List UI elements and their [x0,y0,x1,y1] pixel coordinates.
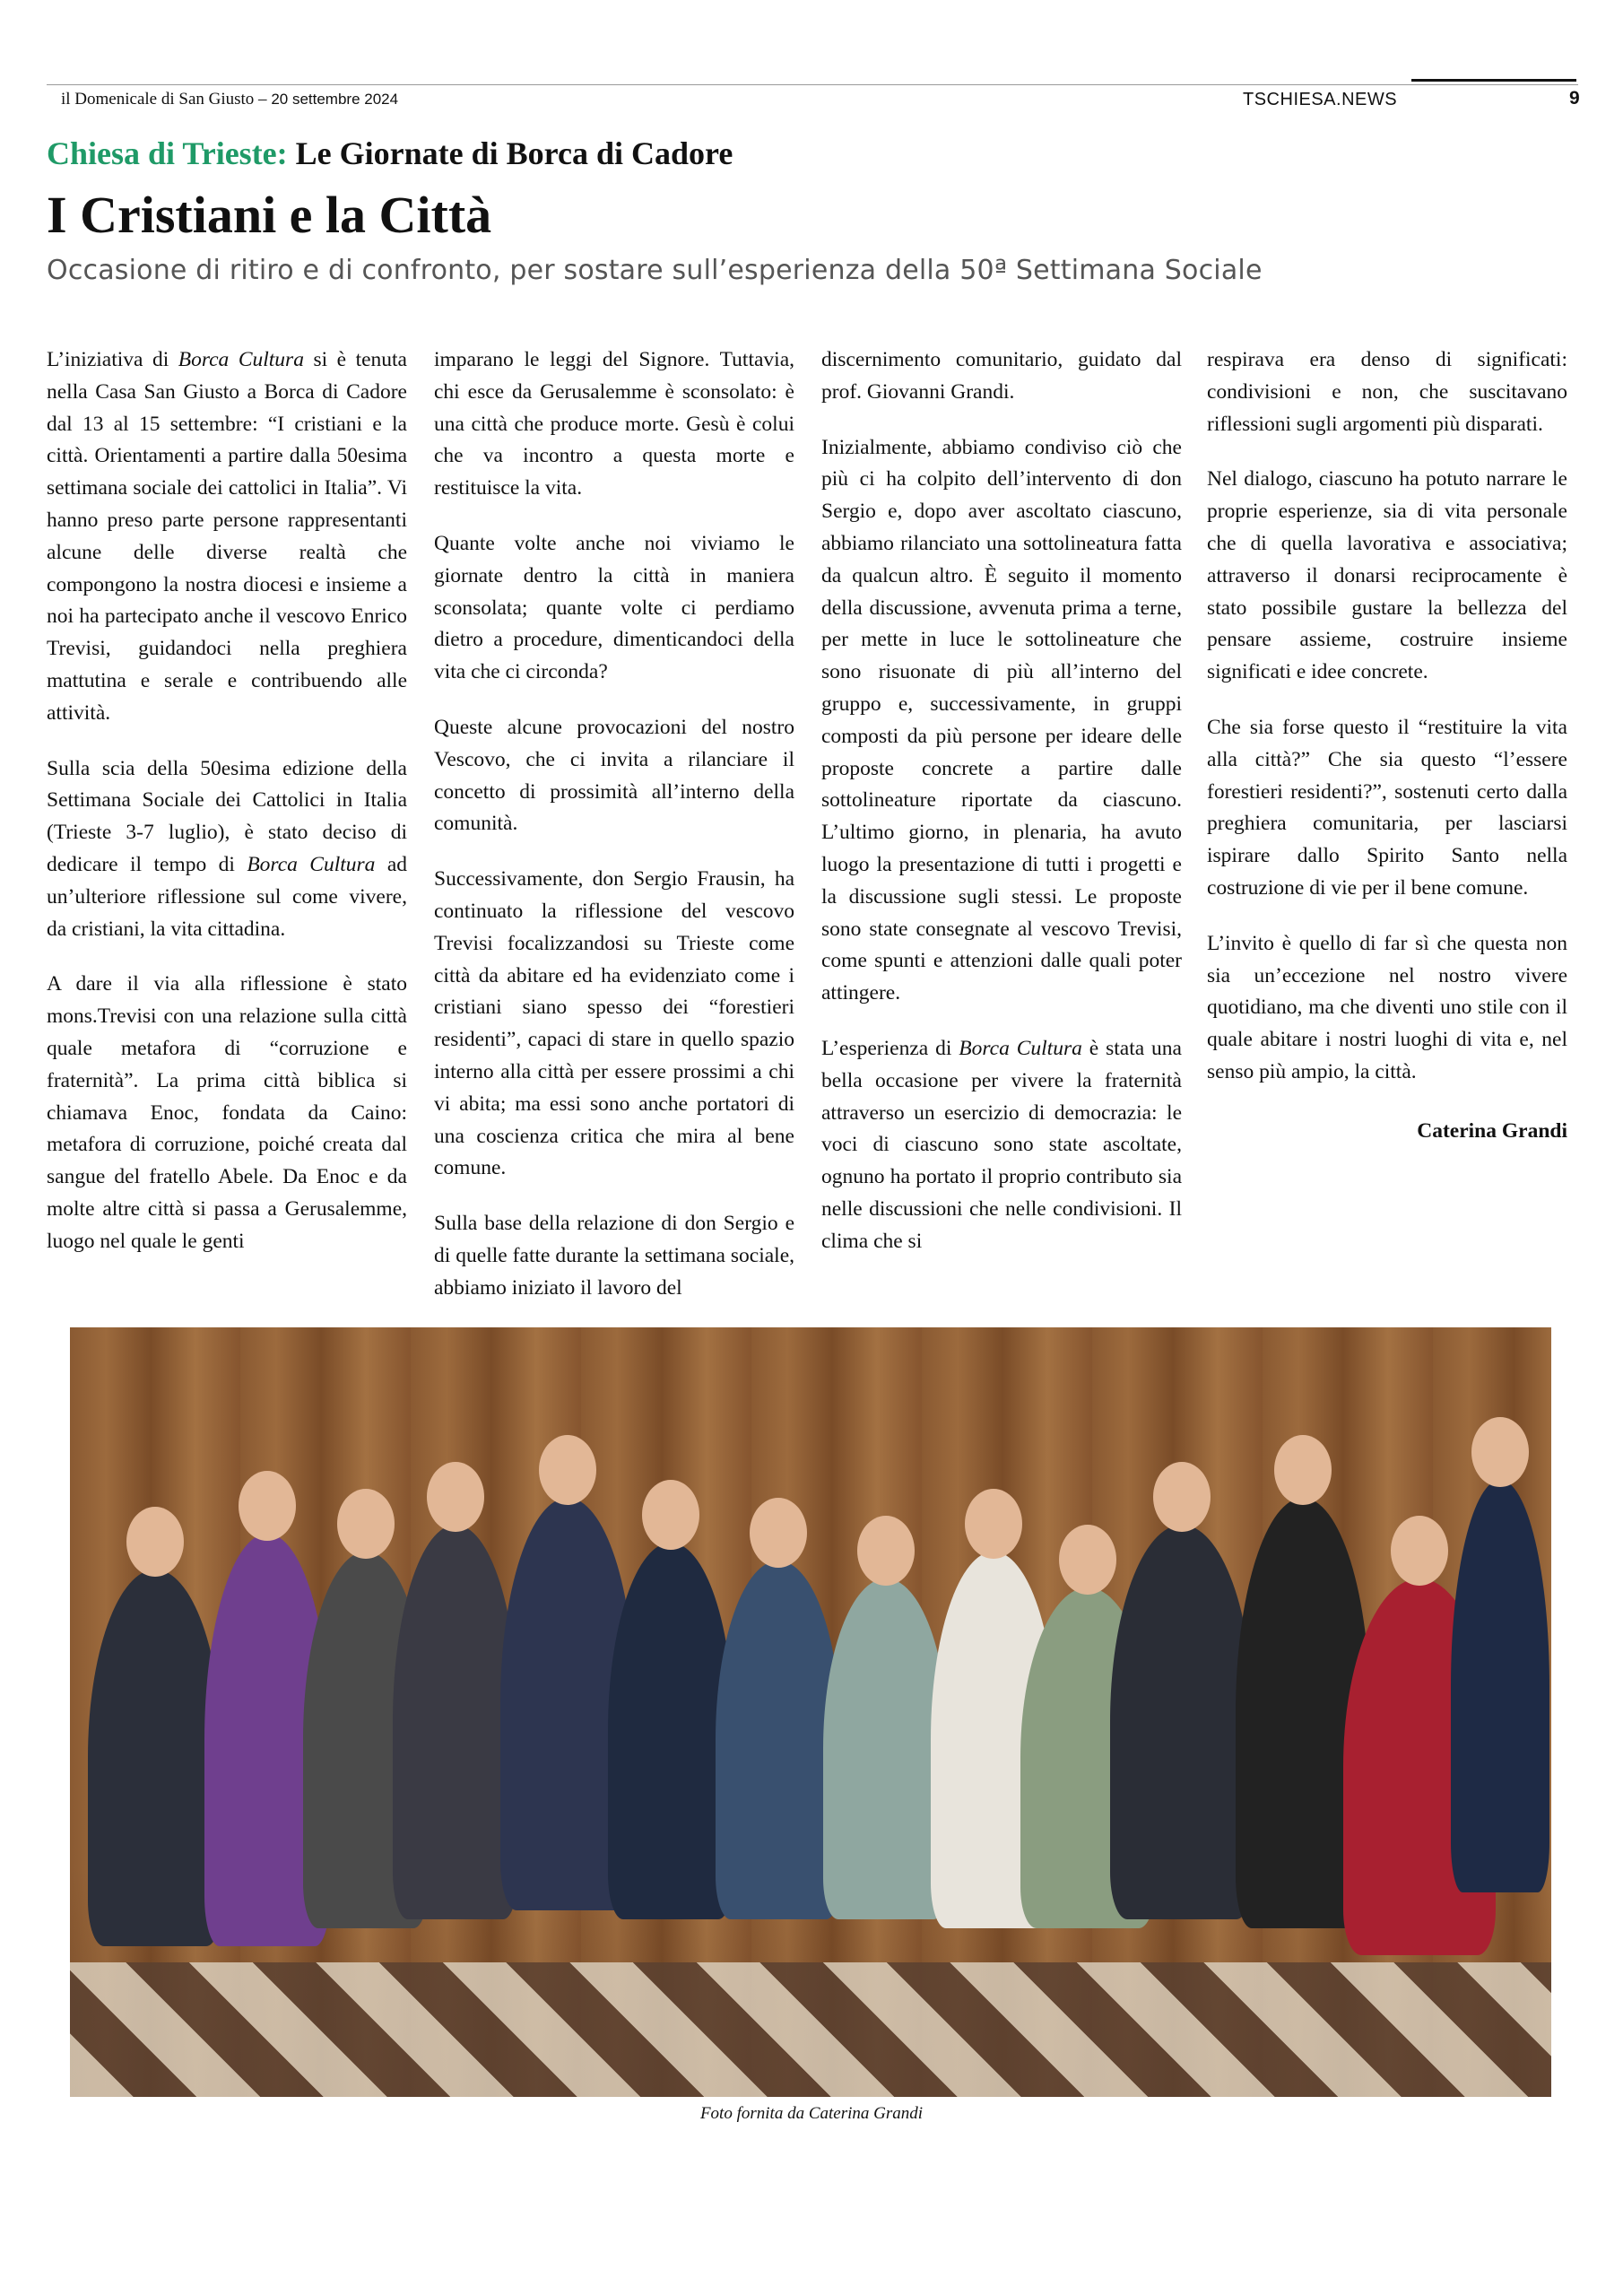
site-name: TSCHIESA.NEWS [1243,90,1398,109]
publication-name: il Domenicale di San Giusto – [61,90,267,109]
section-label: Chiesa di Trieste: [47,135,288,171]
photo-person [608,1543,733,1919]
photo-person-head [427,1462,484,1532]
article-body [47,344,1580,1300]
photo-person [88,1570,222,1946]
page-number: 9 [1569,88,1580,109]
photo-person-head [1274,1435,1332,1505]
photo-person-head [126,1507,184,1577]
article-paragraph: Queste alcune provocazioni del nostro Vescovo, che ci invita a rilanciare il concetto di prossimità all’interno della comunità. [434,715,794,836]
article-paragraph: discernimento comunitario, guidato dal prof. Giovanni Grandi. [821,348,1182,404]
photo-person [1451,1480,1549,1892]
photo-person-head [539,1435,596,1505]
article-paragraph: Successivamente, don Sergio Frausin, ha continuato la riflessione del vescovo Trevisi focalizzandosi su Trieste come città da abitare ed ha evidenziato come i cristiani siano spesso dei “forestieri residenti”, capaci di stare in quello spazio interno alla città per essere prossimi a chi vi abita; ma essi sono anche portatori di una coscienza critica che mira al bene comune. [434,867,794,1180]
photo-person-head [642,1480,699,1550]
photo-person [393,1525,518,1919]
photo-person-head [750,1498,807,1568]
article-paragraph: respirava era denso di significati: condivisioni e non, che suscitavano riflessioni sugli argomenti più disparati. [1207,348,1567,436]
article-paragraph: Inizialmente, abbiamo condiviso ciò che più ci ha colpito dell’intervento di don Sergio e, dopo aver ascoltato ciascuno, abbiamo rilanciato una sottolineatura fatta da qualcun altro. È seguito il momento della discussione, avvenuta prima a terne, per mette in luce le sottolineature che sono risuonate di più all’interno del gruppo e, successivamente, in gruppi composti da più persone per ideare delle proposte concrete a partire dalle sottolineature riportate da ciascuno. L’ultimo giorno, in plenaria, ha avuto luogo la presentazione di tutti i progetti e la discussione sugli stessi. Le proposte sono state consegnate al vescovo Trevisi, come spunti e attenzioni dalle quali poter attingere. [821,435,1182,1005]
photo-person-head [1153,1462,1211,1532]
photo-person-head [1059,1525,1116,1595]
photo-person-head [239,1471,296,1541]
article-column-1 [47,344,407,1258]
header-rule [47,84,1578,85]
photo-person-head [1391,1516,1448,1586]
publication-line [61,90,398,109]
publication-date: 20 settembre 2024 [271,91,399,108]
page-number-bar [1411,79,1576,82]
photo-person [716,1561,841,1919]
photo-person-head [1471,1417,1529,1487]
article-paragraph: Quante volte anche noi viviamo le giornate dentro la città in maniera sconsolata; quante volte ci perdiamo dietro a procedure, dimenticandoci della vita che ci circonda? [434,531,794,684]
article-paragraph: L’invito è quello di far sì che questa non sia un’eccezione nel nostro vivere quotidiano, ma che diventi uno stile con il quale abitare i nostri luoghi di vita e, nel senso più ampio, la città. [1207,931,1567,1083]
article-subtitle: Occasione di ritiro e di confronto, per sostare sull’esperienza della 50ª Settimana Sociale [47,255,1263,286]
article-paragraph: A dare il via alla riflessione è stato mons.Trevisi con una relazione sulla città quale metafora di “corruzione e fraternità”. La prima città biblica si chiamava Enoc, fondata da Caino: metafora di corruzione, poiché creata dal sangue del fratello Abele. Da Enoc e da molte altre città si passa a Gerusalemme, luogo nel quale le genti [47,972,407,1253]
article-paragraph: L’iniziativa di Borca Cultura si è tenuta nella Casa San Giusto a Borca di Cadore dal 13 al 15 settembre: “I cristiani e la città. Orientamenti a partire dalla 50esima settimana sociale dei cattolici in Italia”. Vi hanno preso parte persone rappresentanti alcune delle diverse realtà che compongono la nostra diocesi e insieme a noi ha partecipato anche il vescovo Enrico Trevisi, guidandoci nella preghiera mattutina e serale e contribuendo alle attività. [47,348,407,725]
article-paragraph: Sulla scia della 50esima edizione della Settimana Sociale dei Cattolici in Italia (Trieste 3-7 luglio), è stato deciso di dedicare il tempo di Borca Cultura ad un’ulteriore riflessione sul come vivere, da cristiani, la vita cittadina. [47,756,408,941]
photo-person-head [337,1489,395,1559]
author-signature: Caterina Grandi [1417,1118,1567,1143]
article-title: I Cristiani e la Città [47,186,492,244]
article-paragraph: Che sia forse questo il “restituire la vita alla città?” Che sia questo “l’essere forestieri residenti?”, sostenuti certo dalla preghiera comunitaria, per lasciarsi ispirare dallo Spirito Santo nella costruzione di vie per il bene comune. [1207,715,1567,900]
article-paragraph: Nel dialogo, ciascuno ha potuto narrare le proprie esperienze, sia di vita personale che di quella lavorativa e associativa; attraverso il donarsi reciprocamente è stato possibile gustare la bellezza del pensare assieme, costruire insieme significati e idee concrete. [1207,467,1567,684]
photo-person [1110,1525,1254,1919]
photo-caption: Foto fornita da Caterina Grandi [699,2104,924,2123]
article-paragraph: Sulla base della relazione di don Sergio e di quelle fatte durante la settimana sociale, abbiamo iniziato il lavoro del [434,1212,794,1300]
group-photo [70,1327,1551,2097]
article-column-2 [434,344,794,1305]
article-column-4 [1207,344,1567,1148]
kicker-text: Le Giornate di Borca di Cadore [295,135,733,171]
article-paragraph: L’esperienza di Borca Cultura è stata una bella occasione per vivere la fraternità attraverso un esercizio di democrazia: le voci di ciascuno sono state ascoltate, ognuno ha portato il proprio contributo sia nelle discussioni che nelle condivisioni. Il clima che si [821,1036,1182,1253]
article-column-3 [821,344,1182,1258]
photo-floor [70,1962,1551,2097]
photo-person-head [857,1516,915,1586]
article-paragraph: imparano le leggi del Signore. Tuttavia, chi esce da Gerusalemme è sconsolato: è una città che produce morte. Gesù è colui che va incontro a questa morte e restituisce la vita. [434,348,794,500]
photo-person [823,1578,949,1919]
page-header [47,77,1578,109]
article-kicker [47,135,733,172]
photo-person-head [965,1489,1022,1559]
